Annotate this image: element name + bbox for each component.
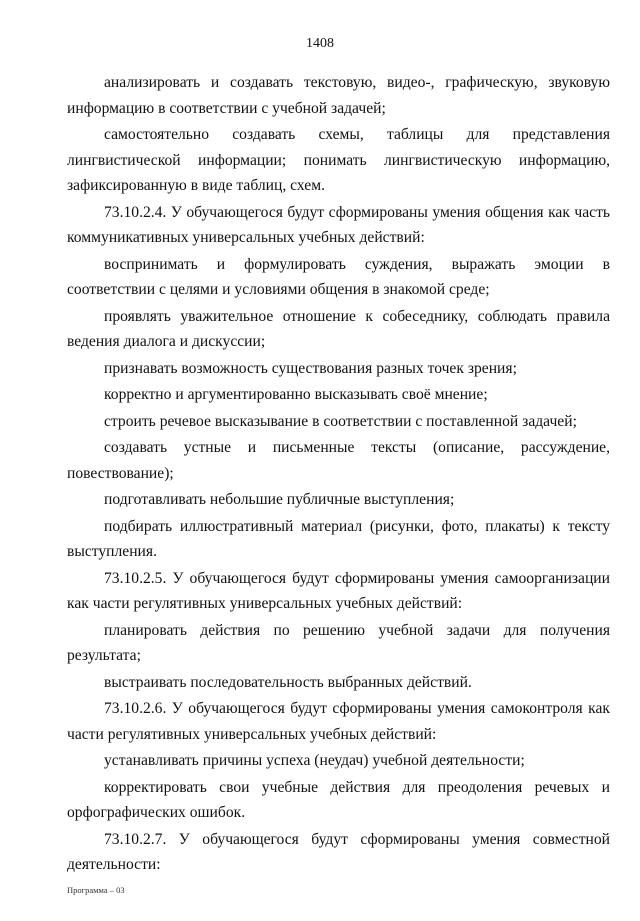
paragraph: признавать возможность существования разных точек зрения; — [104, 359, 517, 377]
paragraph: проявлять уважительное отношение к собеседнику, соблюдать правила ведения диалога и дискуссии; — [67, 307, 610, 350]
paragraph: воспринимать и формулировать суждения, выражать эмоции в соответствии с целями и условиями общения в знакомой среде; — [67, 255, 610, 298]
paragraph: устанавливать причины успеха (неудач) учебной деятельности; — [104, 752, 525, 769]
paragraph: корректно и аргументированно высказывать своё мнение; — [104, 386, 488, 403]
paragraph: строить речевое высказывание в соответствии с поставленной задачей; — [104, 412, 577, 430]
section-heading-paragraph: 73.10.2.6. У обучающегося будут сформированы умения самоконтроля как части регулятивных универсальных учебных действий: — [67, 700, 610, 743]
page-footer: Программа – 03 — [67, 885, 125, 895]
paragraph: подготавливать небольшие публичные выступления; — [104, 491, 455, 508]
paragraph: корректировать свои учебные действия для преодоления речевых и орфографических ошибок. — [67, 778, 610, 821]
paragraph: анализировать и создавать текстовую, видео-, графическую, звуковую информацию в соответствии с учебной задачей; — [67, 74, 610, 117]
paragraph: самостоятельно создавать схемы, таблицы для представления лингвистической информации; понимать лингвистическую информацию, зафиксированную в виде таблиц, схем. — [67, 126, 610, 194]
paragraph: планировать действия по решению учебной задачи для получения результата; — [67, 621, 610, 664]
section-heading-paragraph: 73.10.2.5. У обучающегося будут сформированы умения самоорганизации как части регулятивных универсальных учебных действий: — [67, 569, 610, 612]
paragraph: создавать устные и письменные тексты (описание, рассуждение, повествование); — [67, 439, 610, 482]
section-heading-paragraph: 73.10.2.4. У обучающегося будут сформированы умения общения как часть коммуникативных универсальных учебных действий: — [67, 203, 610, 246]
paragraph: подбирать иллюстративный материал (рисунки, фото, плакаты) к тексту выступления. — [67, 517, 610, 560]
section-heading-paragraph: 73.10.2.7. У обучающегося будут сформированы умения совместной деятельности: — [67, 830, 610, 873]
page-number: 1408 — [306, 36, 334, 51]
page-body — [67, 70, 610, 879]
paragraph: выстраивать последовательность выбранных действий. — [104, 673, 472, 691]
